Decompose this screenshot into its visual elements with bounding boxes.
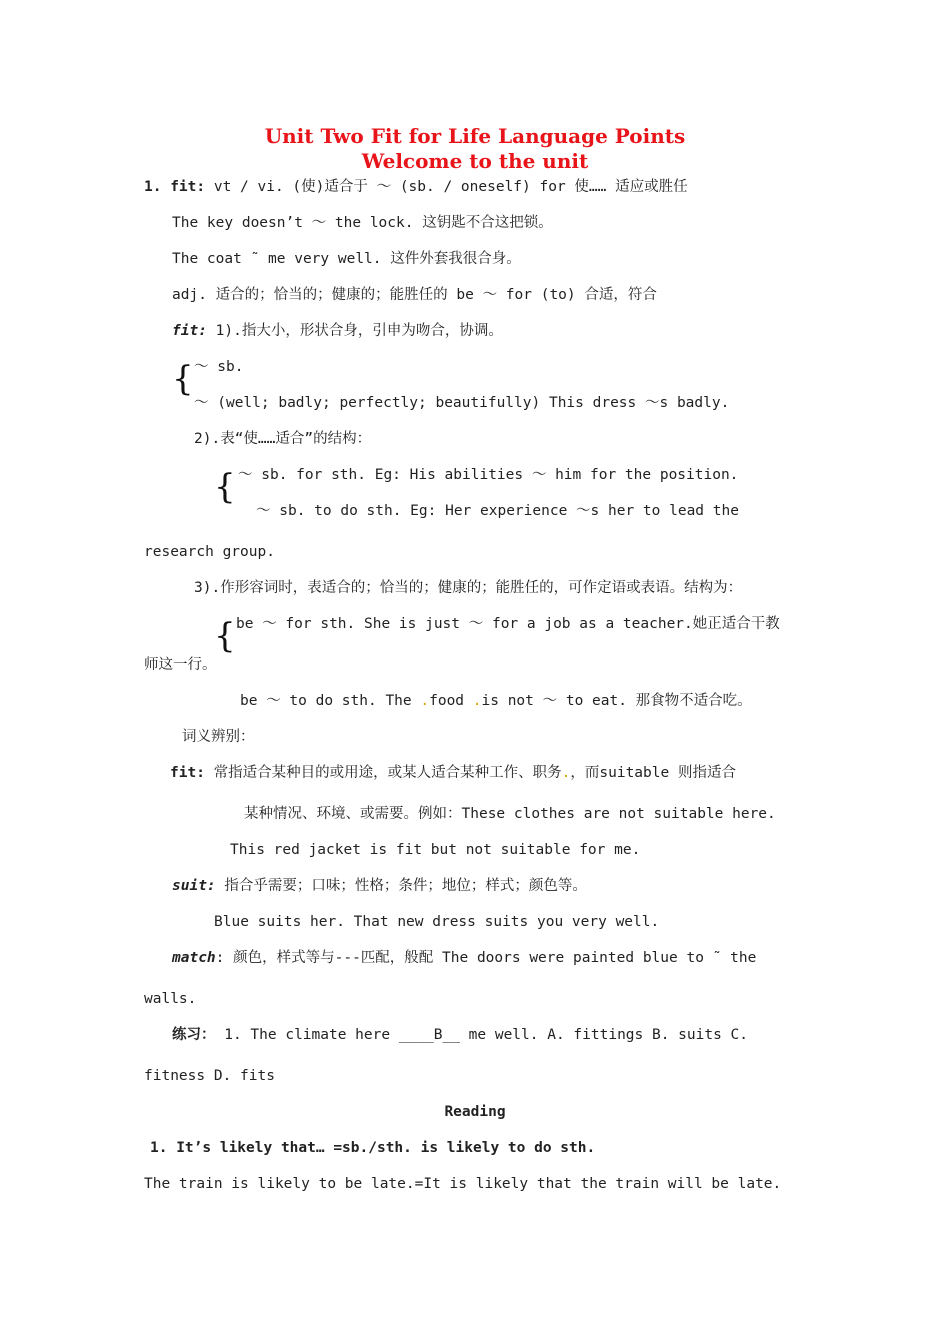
practice-label: 练习： — [172, 1027, 216, 1043]
fit-label: fit: — [172, 323, 207, 339]
example-line: Blue suits her. That new dress suits you very well. — [214, 914, 660, 930]
pattern-line: ～ sb. to do sth. Eg: Her experience ～s her to lead the — [256, 503, 739, 519]
word-distinction-heading: 词义辨别： — [182, 729, 255, 745]
fit-sense1-text: 1).指大小，形状合身，引申为吻合，协调。 — [206, 323, 503, 339]
item1-definition: vt / vi. (使)适合于 ～ (sb. / oneself) for 使…… 适应或胜任 — [205, 179, 688, 195]
pattern-line: be ～ for sth. She is just ～ for a job as a teacher.她正适合干教 — [236, 616, 780, 632]
pattern-line: be ～ to do sth. The .food .is not ～ to eat. 那食物不适合吃。 — [240, 693, 752, 709]
reading-heading: Reading — [444, 1104, 506, 1120]
pattern-continuation: 师这一行。 — [144, 657, 217, 673]
item1-number: 1. fit: — [144, 179, 206, 195]
fit-distinction-cont: 某种情况、环境、或需要。例如：These clothes are not suitable here. — [244, 806, 776, 822]
example-line: The key doesn’t ～ the lock. 这钥匙不合这把锁。 — [172, 215, 553, 231]
suit-label: suit: — [172, 878, 216, 894]
example-line: The train is likely to be late.=It is likely that the train will be late. — [144, 1176, 782, 1192]
page-subtitle: Welcome to the unit — [361, 149, 589, 173]
item1-heading — [144, 177, 688, 197]
match-distinction-cont: walls. — [144, 991, 197, 1007]
practice-question: 练习： 1. The climate here ____B__ me well. A. fittings B. suits C. — [172, 1027, 749, 1043]
fit-distinction: fit: 常指适合某种目的或用途，或某人适合某种工作、职务.，而suitable 则指适合 — [170, 765, 736, 781]
brace-icon: { — [214, 616, 236, 656]
match-distinction: match: 颜色，样式等与---匹配，般配 The doors were painted blue to ˜ the — [172, 950, 757, 966]
suit-distinction: suit: 指合乎需要；口味；性格；条件；地位；样式；颜色等。 — [172, 878, 587, 894]
practice-question-cont: fitness D. fits — [144, 1068, 275, 1084]
example-line: The coat ˜ me very well. 这件外套我很合身。 — [172, 251, 521, 267]
reading-item1: 1. It’s likely that… =sb./sth. is likely to do sth. — [150, 1140, 596, 1156]
brace-icon: { — [172, 359, 194, 399]
example-line: This red jacket is fit but not suitable for me. — [230, 842, 641, 858]
brace-icon: { — [214, 467, 236, 507]
page-title: Unit Two Fit for Life Language Points — [264, 124, 686, 148]
adj-line: adj. 适合的；恰当的；健康的；能胜任的 be ～ for (to) 合适，符合 — [172, 287, 657, 303]
pattern-line: ～ (well; badly; perfectly; beautifully) This dress ～s badly. — [194, 395, 730, 411]
fit-sense3: 3).作形容词时，表适合的；恰当的；健康的；能胜任的，可作定语或表语。结构为： — [194, 580, 743, 596]
fit-sense1 — [172, 321, 503, 341]
pattern-line: ～ sb. for sth. Eg: His abilities ～ him for the position. — [238, 467, 739, 483]
match-label: match — [172, 950, 216, 966]
pattern-line: ～ sb. — [194, 359, 244, 375]
fit-sense2: 2).表“使……适合”的结构： — [194, 431, 372, 447]
pattern-continuation: research group. — [144, 544, 275, 560]
fit-label: fit: — [170, 765, 205, 781]
